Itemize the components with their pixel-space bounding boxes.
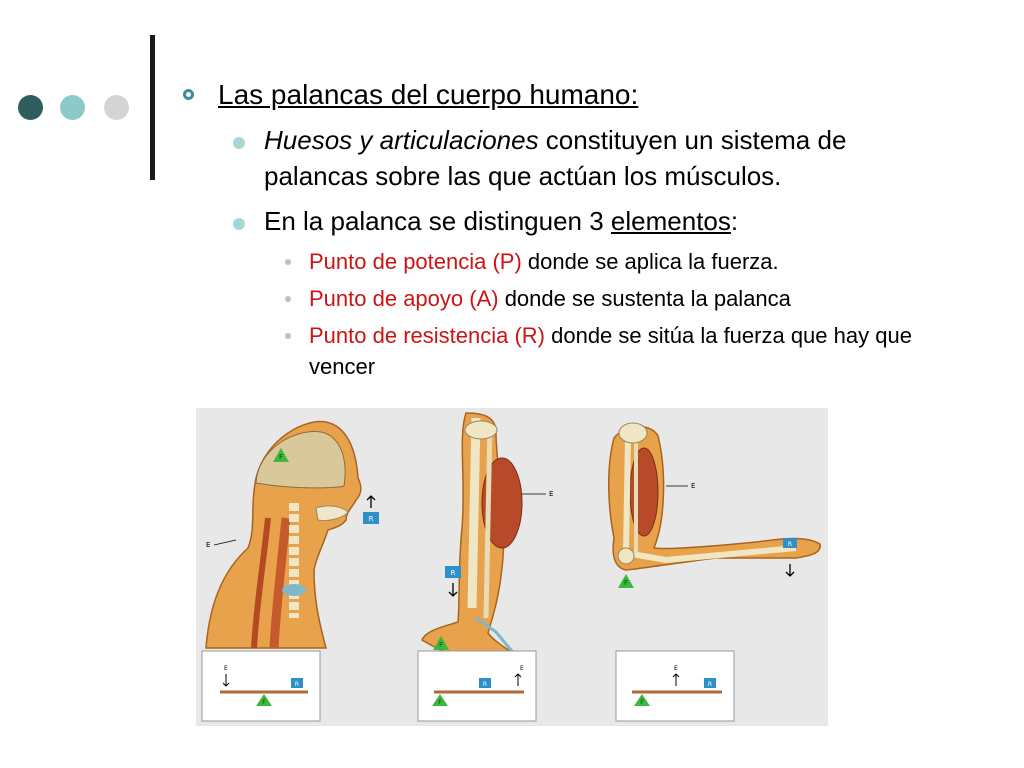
bullet-dot-icon <box>285 333 291 339</box>
decor-dot-dark <box>18 95 43 120</box>
label-r-d2: R <box>482 681 488 688</box>
levers-svg <box>196 408 828 726</box>
point2-text: En la palanca se distinguen 3 <box>264 206 611 236</box>
subpoint-red: Punto de potencia (P) <box>309 249 522 274</box>
label-e-d1: E <box>224 665 228 672</box>
label-f-d3: F <box>640 699 644 706</box>
label-r-d1: R <box>294 681 300 688</box>
subpoint-apoyo <box>309 284 791 314</box>
bullet-icon <box>233 218 245 230</box>
lever-diagram-2 <box>418 651 536 721</box>
subpoint-rest: donde se sustenta la palanca <box>498 286 791 311</box>
point1-italic: Huesos y articulaciones <box>264 125 539 155</box>
label-f-d2: F <box>438 699 442 706</box>
subpoint-red: Punto de apoyo (A) <box>309 286 499 311</box>
label-e-d2: E <box>520 665 524 672</box>
label-r-d3: R <box>707 681 713 688</box>
label-f-head: F <box>278 453 284 461</box>
label-e-arm: E <box>691 482 696 490</box>
point2 <box>264 204 738 238</box>
subpoint-continuation: vencer <box>309 354 376 379</box>
label-r-head: R <box>368 515 374 523</box>
decor-dot-gray <box>104 95 129 120</box>
label-r-arm: R <box>787 541 793 548</box>
ring-bullet-icon <box>183 89 194 100</box>
subpoint-red: Punto de resistencia (R) <box>309 323 545 348</box>
subpoint-potencia <box>309 247 779 277</box>
label-e-d3: E <box>674 665 678 672</box>
point1-line1 <box>264 123 846 157</box>
point2-underlined: elementos <box>610 206 731 236</box>
label-e-leg: E <box>549 490 554 498</box>
label-r-leg: R <box>450 569 456 577</box>
leg-panel <box>422 413 553 668</box>
point1-line2: palancas sobre las que actúan los músculos. <box>264 161 782 191</box>
slide-heading <box>218 79 638 111</box>
point1-rest: constituyen un sistema de <box>538 125 847 155</box>
decor-dot-teal <box>60 95 85 120</box>
subpoint-rest: donde se sitúa la fuerza que hay que <box>545 323 912 348</box>
subpoint-resistencia <box>309 321 912 351</box>
label-e-head: E <box>206 541 211 549</box>
bullet-icon <box>233 137 245 149</box>
decor-vertical-bar <box>150 35 155 180</box>
arm-panel <box>609 423 820 588</box>
bullet-dot-icon <box>285 259 291 265</box>
lever-diagram-3 <box>616 651 734 721</box>
lever-diagram-1 <box>202 651 320 721</box>
bullet-dot-icon <box>285 296 291 302</box>
heading-text: Las palancas del cuerpo humano: <box>218 79 639 110</box>
point2-colon: : <box>730 206 739 236</box>
label-f-d1: F <box>262 699 266 706</box>
label-f-arm: F <box>623 579 629 587</box>
head-panel <box>206 421 379 648</box>
subpoint-rest: donde se aplica la fuerza. <box>521 249 779 274</box>
levers-illustration <box>196 408 828 726</box>
label-f-leg: F <box>438 641 444 649</box>
